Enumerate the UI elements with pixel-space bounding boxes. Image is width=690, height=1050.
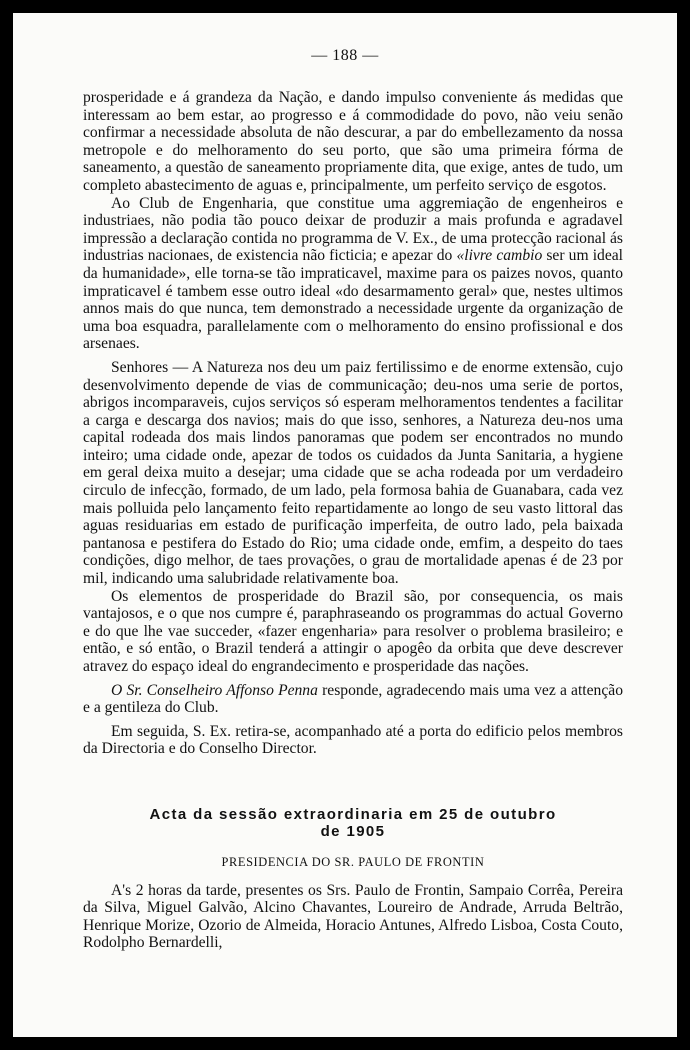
section-title bbox=[83, 806, 623, 840]
body-text bbox=[83, 89, 623, 952]
paragraph-resposta bbox=[83, 682, 623, 717]
resposta-text: responde, agradecendo mais uma vez a attenção e a gentileza do Club. bbox=[83, 681, 623, 717]
document-page bbox=[13, 13, 677, 1037]
livre-cambio-phrase: «livre cambio bbox=[456, 247, 543, 265]
section-title-line2: de 1905 bbox=[320, 822, 386, 840]
club-paragraph-rest: ser um ideal da humanidade», elle torna-se tão impraticavel, maxime para os paizes novos, quanto impraticavel é tambem esse outro ideal «do desarmamento geral» que, nestes ultimos annos mais do que nunca, tem demonstrado a necessidade urgente da organização de uma boa esquadra, parallelamente com o melhoramento do ensino profissional e dos arsenaes. bbox=[83, 247, 624, 353]
paragraph-elementos: Os elementos de prosperidade do Brazil são, por consequencia, os mais vantajosos, e o que nos cumpre é, paraphraseando os programmas do actual Governo e do que lhe vae succeder, «fazer engenharia» para resolver o problema brasileiro; e então, e só então, o Brazil tenderá a attingir o apogêo da orbita que deve descrever atravez do espaço ideal do engrandecimento e prosperidade das nações. bbox=[83, 587, 623, 675]
paragraph-em-seguida: Em seguida, S. Ex. retira-se, acompanhado até a porta do edificio pelos membros da Directoria e do Conselho Director. bbox=[83, 722, 623, 758]
speaker-name: O Sr. Conselheiro Affonso Penna bbox=[111, 681, 318, 699]
paragraph-club-engenharia bbox=[83, 195, 623, 353]
section-title-line1: Acta da sessão extraordinaria em 25 de outubro bbox=[149, 805, 557, 823]
paragraph-senhores: Senhores — A Natureza nos deu um paiz fertilissimo e de enorme extensão, cujo desenvolvimento depende de vias de communicação; deu-nos uma serie de portos, abrigos incomparaveis, cujos serviços só esperam melhoramentos tendentes a facilitar a carga e descarga dos navios; mais do que isso, senhores, a Natureza deu-nos uma capital rodeada dos mais lindos panoramas que podem ser encontrados no mundo inteiro; uma cidade onde, apezar de todos os cuidados da Junta Sanitaria, a hygiene em geral deixa muito a desejar; uma cidade que se acha rodeada por um verdadeiro circulo de infecção, formado, de um lado, pela formosa bahia de Guanabara, cada vez mais polluida pelo lançamento feito repartidamente ao longo de seu vasto littoral das aguas residuarias em estado de purificação imperfeita, de outro lado, pela baixada pantanosa e pestifera do Estado do Rio; uma cidade onde, emfim, a despeito do taes condições, digo melhor, de taes provações, o grau de mortalidade apenas é de 23 por mil, indicando uma salubridade relativamente boa. bbox=[83, 358, 623, 588]
paragraph-prosperidade: prosperidade e á grandeza da Nação, e dando impulso conveniente ás medidas que interessam ao bem estar, ao progresso e á commodidade do povo, não veiu senão confirmar a necessidade absoluta de não descurar, a par do embellezamento da nossa metropole e do melhoramento do seu porto, que são uma primeira fórma de saneamento, a questão de saneamento propriamente dita, que exige, antes de tudo, um completo abastecimento de aguas e, principalmente, um perfeito serviço de esgotos. bbox=[83, 89, 623, 194]
page-number: — 188 — bbox=[311, 47, 379, 64]
presidencia-heading: PRESIDENCIA DO SR. PAULO DE FRONTIN bbox=[221, 854, 485, 869]
paragraph-presentes: A's 2 horas da tarde, presentes os Srs. Paulo de Frontin, Sampaio Corrêa, Pereira da Silva, Miguel Galvão, Alcino Chavantes, Loureiro de Andrade, Arruda Beltrão, Henrique Morize, Ozorio de Almeida, Horacio Antunes, Alfredo Lisboa, Costa Couto, Rodolpho Bernardelli, bbox=[83, 881, 623, 952]
club-paragraph-start: Ao Club de Engenharia, que constitue uma aggremiação de engenheiros e industriaes, não podia tão pouco deixar de produzir a mais profunda e agradavel impressão a declaração contida no programma de V. Ex., de uma protecção racional ás industrias nacionaes, de existencia não ficticia; e apezar do bbox=[83, 194, 623, 265]
